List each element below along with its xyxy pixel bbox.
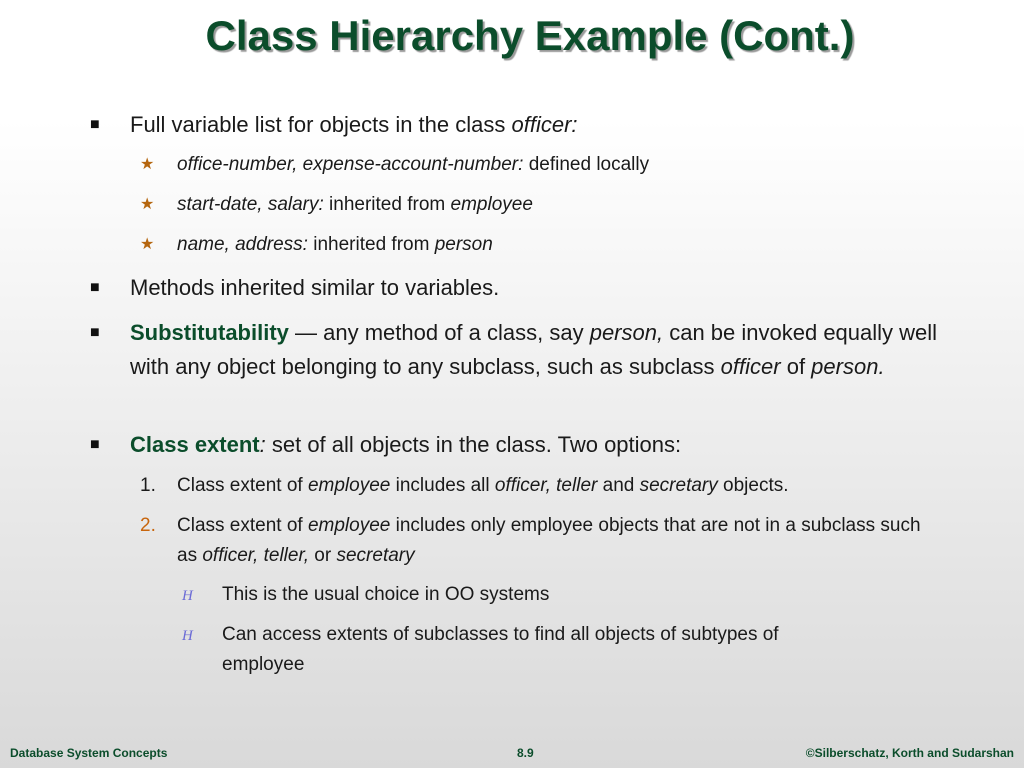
bullet-text: Substitutability — any method of a class, say person, can be invoked equally well with any object belonging to any subclass, such as subclass officer of person.: [130, 320, 938, 379]
star-bullet-icon: ★: [140, 196, 155, 213]
square-bullet-icon: ■: [90, 279, 100, 296]
star-bullet-icon: ★: [140, 156, 155, 173]
option-number: 1.: [140, 475, 156, 496]
option-text: Class extent of employee includes all officer, teller and secretary objects.: [177, 475, 789, 496]
option-text: Class extent of employee includes only employee objects that are not in a subclass such as officer, teller, or secretary: [177, 515, 921, 566]
square-bullet-icon: ■: [90, 324, 100, 341]
star-bullet-icon: ★: [140, 236, 155, 253]
footer-right: ©Silberschatz, Korth and Sudarshan: [805, 746, 1014, 760]
hand-bullet-icon: H: [182, 588, 193, 604]
footer-left: Database System Concepts: [10, 746, 168, 760]
slide-title: Class Hierarchy Example (Cont.): [205, 12, 855, 59]
hand-bullet-icon: H: [182, 628, 193, 644]
note-text: Can access extents of subclasses to find all objects of subtypes of employee: [222, 624, 779, 675]
sub-bullet-text: office-number, expense-account-number: defined locally: [177, 154, 650, 175]
note-text: This is the usual choice in OO systems: [222, 584, 550, 605]
bullet-text: Full variable list for objects in the class officer:: [130, 112, 578, 137]
square-bullet-icon: ■: [90, 116, 100, 133]
bullet-text: Class extent: set of all objects in the class. Two options:: [130, 432, 682, 457]
sub-bullet-text: start-date, salary: inherited from employee: [177, 194, 533, 215]
option-number: 2.: [140, 515, 156, 536]
footer-page-number: 8.9: [517, 746, 534, 760]
bullet-text: Methods inherited similar to variables.: [130, 275, 500, 300]
square-bullet-icon: ■: [90, 436, 100, 453]
sub-bullet-text: name, address: inherited from person: [177, 234, 493, 255]
